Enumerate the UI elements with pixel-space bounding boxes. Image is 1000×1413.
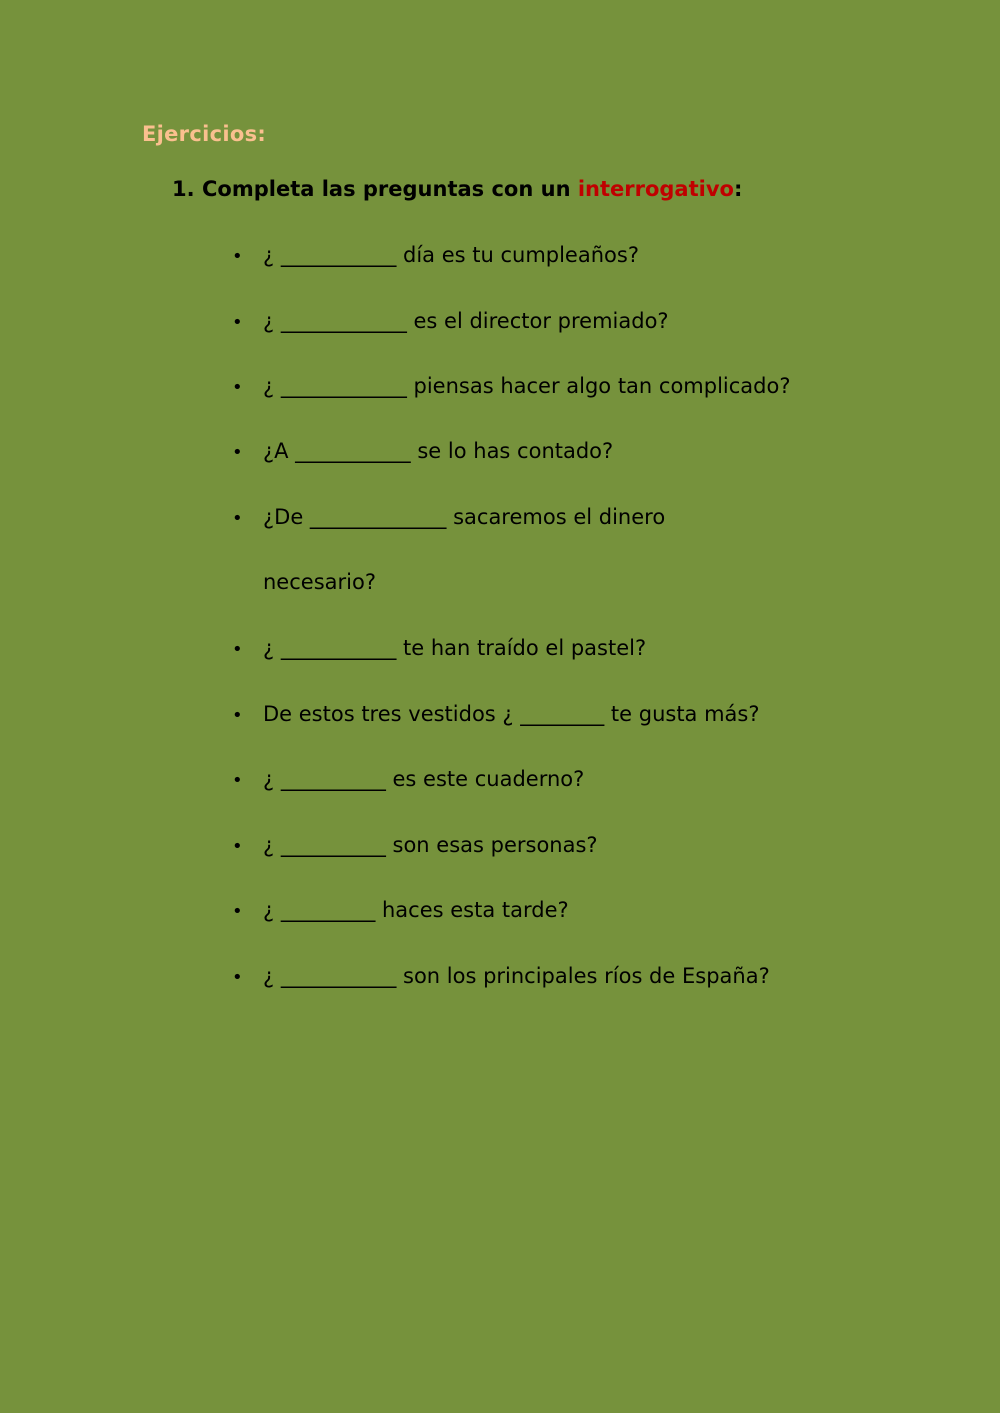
bullet-icon: • bbox=[232, 377, 243, 398]
question-item bbox=[232, 833, 598, 857]
question-text: ¿De _____________ sacaremos el dinero bbox=[263, 505, 666, 529]
bullet-icon: • bbox=[232, 901, 243, 922]
bullet-icon: • bbox=[232, 442, 243, 463]
bullet-icon: • bbox=[232, 508, 243, 529]
bullet-icon: • bbox=[232, 312, 243, 333]
instruction-colon: : bbox=[733, 177, 743, 201]
question-item bbox=[232, 964, 770, 988]
question-continuation: necesario? bbox=[263, 570, 376, 594]
question-text: ¿ ___________ son los principales ríos de España? bbox=[263, 964, 770, 988]
bullet-icon: • bbox=[232, 705, 243, 726]
question-text: ¿ _________ haces esta tarde? bbox=[263, 898, 569, 922]
bullet-icon: • bbox=[232, 770, 243, 791]
question-item bbox=[232, 243, 639, 267]
question-text: ¿ ____________ piensas hacer algo tan complicado? bbox=[263, 374, 791, 398]
question-text: ¿ ____________ es el director premiado? bbox=[263, 309, 669, 333]
section-heading: Ejercicios: bbox=[142, 122, 267, 146]
bullet-icon: • bbox=[232, 836, 243, 857]
question-item bbox=[232, 767, 584, 791]
question-text: ¿A ___________ se lo has contado? bbox=[263, 439, 614, 463]
question-text: ¿ __________ son esas personas? bbox=[263, 833, 598, 857]
question-item bbox=[232, 374, 791, 398]
question-text: De estos tres vestidos ¿ ________ te gusta más? bbox=[263, 702, 760, 726]
question-item bbox=[232, 505, 665, 529]
bullet-icon: • bbox=[232, 639, 243, 660]
question-text: ¿ ___________ día es tu cumpleaños? bbox=[263, 243, 639, 267]
question-item bbox=[232, 439, 613, 463]
exercise-instruction bbox=[172, 177, 742, 201]
bullet-icon: • bbox=[232, 967, 243, 988]
question-item bbox=[232, 702, 760, 726]
question-item bbox=[232, 636, 646, 660]
question-item bbox=[232, 309, 669, 333]
question-text: ¿ __________ es este cuaderno? bbox=[263, 767, 585, 791]
instruction-text: Completa las preguntas con un bbox=[202, 177, 578, 201]
instruction-highlight: interrogativo bbox=[577, 177, 734, 201]
bullet-icon: • bbox=[232, 246, 243, 267]
question-text: ¿ ___________ te han traído el pastel? bbox=[263, 636, 647, 660]
question-item bbox=[232, 898, 569, 922]
exercise-number: 1. bbox=[172, 177, 195, 201]
